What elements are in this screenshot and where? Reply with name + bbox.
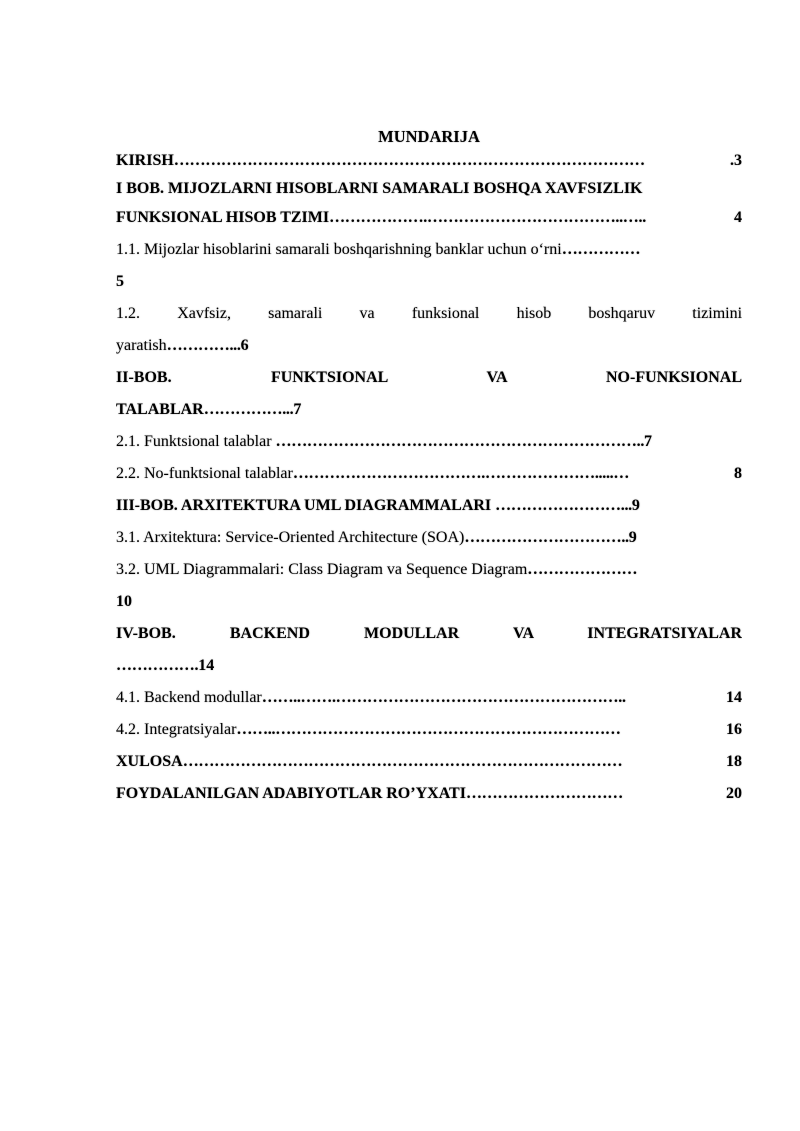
word: VA <box>512 625 534 642</box>
entry-leader: ……………….………………………………..….. <box>329 209 646 226</box>
word: IV-BOB. <box>116 625 176 642</box>
entry-leader: ……………. <box>116 657 199 674</box>
entry-leader: ………………………………………………………………………… <box>182 753 623 770</box>
toc-entry-3-2 <box>116 554 742 586</box>
toc-entry-1-1 <box>116 234 742 266</box>
entry-text: 2.1. Funktsional talablar <box>116 433 276 450</box>
entry-leader: ……………………………………………………………………………… <box>173 152 645 169</box>
entry-page: .3 <box>730 152 742 169</box>
word: NO-FUNKSIONAL <box>606 369 742 386</box>
toc-entry-chapter-2-cont <box>116 394 742 426</box>
word: Xavfsiz, <box>177 305 231 322</box>
entry-leader: …………… <box>561 241 641 258</box>
word: samarali <box>268 305 323 322</box>
entry-page: 4 <box>734 209 742 226</box>
word: 1.2. <box>116 305 140 322</box>
toc-entry-4-2 <box>116 714 742 746</box>
entry-text: KIRISH <box>116 152 174 169</box>
entry-text: yaratish <box>116 337 167 354</box>
toc-entry-2-2 <box>116 458 742 490</box>
entry-text: 3.1. Arxitektura: Service-Oriented Architecture (SOA) <box>116 529 465 546</box>
entry-page: 18 <box>726 753 742 770</box>
toc-entry-kirish <box>116 150 742 172</box>
entry-leader: ……………………... <box>495 497 632 514</box>
entry-text: 4.1. Backend modullar <box>116 689 262 706</box>
table-of-contents <box>116 124 742 810</box>
entry-text: FOYDALANILGAN ADABIYOTLAR RO’YXATI <box>116 785 466 802</box>
toc-entry-3-1 <box>116 522 742 554</box>
entry-text: XULOSA <box>116 753 183 770</box>
entry-page: 14 <box>198 657 215 674</box>
entry-page: 14 <box>726 689 742 706</box>
toc-entry-1-2 <box>116 298 742 330</box>
entry-leader: ……………... <box>203 401 294 418</box>
entry-text: TALABLAR <box>116 401 204 418</box>
word: FUNKTSIONAL <box>270 369 388 386</box>
entry-page: 6 <box>240 337 249 354</box>
word: funksional <box>411 305 480 322</box>
entry-page: 9 <box>628 529 637 546</box>
toc-entry-1-1-page <box>116 266 742 298</box>
entry-leader: …………... <box>166 337 241 354</box>
word: INTEGRATSIYALAR <box>587 625 742 642</box>
entry-text: 4.2. Integratsiyalar <box>116 721 237 738</box>
entry-page: 20 <box>726 785 742 802</box>
entry-text: I BOB. MIJOZLARNI HISOBLARNI SAMARALI BOSHQA XAVFSIZLIK <box>116 180 643 197</box>
word: VA <box>486 369 507 386</box>
toc-entry-xulosa <box>116 746 742 778</box>
entry-leader: ………………………….. <box>464 529 629 546</box>
word: II-BOB. <box>116 369 172 386</box>
entry-text: III-BOB. ARXITEKTURA UML DIAGRAMMALARI <box>116 497 496 514</box>
entry-leader: ……..…….……………………………………………….. <box>261 689 626 706</box>
entry-page: 5 <box>116 273 124 290</box>
entry-page: 7 <box>293 401 302 418</box>
toc-title: MUNDARIJA <box>378 127 480 146</box>
entry-page: 8 <box>734 465 742 482</box>
word: boshqaruv <box>588 305 656 322</box>
toc-entry-chapter-3 <box>116 490 742 522</box>
entry-text: 2.2. No-funktsional talablar <box>116 465 293 482</box>
entry-text: FUNKSIONAL HISOB TZIMI <box>116 209 330 226</box>
word: MODULLAR <box>364 625 460 642</box>
entry-leader: ……..………………………………………………………… <box>236 721 621 738</box>
entry-page: 10 <box>116 593 132 610</box>
entry-page: 9 <box>631 497 640 514</box>
word: tizimini <box>692 305 742 322</box>
entry-text: 1.1. Mijozlar hisoblarini samarali boshqarishning banklar uchun o‘rni <box>116 241 562 258</box>
toc-entry-3-2-page <box>116 586 742 618</box>
toc-entry-1-2-cont <box>116 330 742 362</box>
entry-page: 7 <box>644 433 653 450</box>
toc-entry-chapter-1-cont <box>116 202 742 234</box>
toc-entry-chapter-2 <box>116 362 742 394</box>
entry-text: 3.2. UML Diagrammalari: Class Diagram va Sequence Diagram <box>116 561 528 578</box>
toc-entry-4-1 <box>116 682 742 714</box>
toc-entry-references <box>116 778 742 810</box>
entry-leader: …………………………………………………………….. <box>275 433 645 450</box>
toc-entry-2-1 <box>116 426 742 458</box>
entry-leader: ………………… <box>527 561 638 578</box>
toc-entry-chapter-4 <box>116 618 742 650</box>
word: va <box>359 305 375 322</box>
entry-leader: ………………………… <box>465 785 623 802</box>
word: hisob <box>516 305 552 322</box>
entry-page: 16 <box>726 721 742 738</box>
toc-entry-chapter-4-cont <box>116 650 742 682</box>
entry-leader: ……………………………….………………….....… <box>292 465 630 482</box>
word: BACKEND <box>229 625 310 642</box>
toc-entry-chapter-1 <box>116 172 742 202</box>
